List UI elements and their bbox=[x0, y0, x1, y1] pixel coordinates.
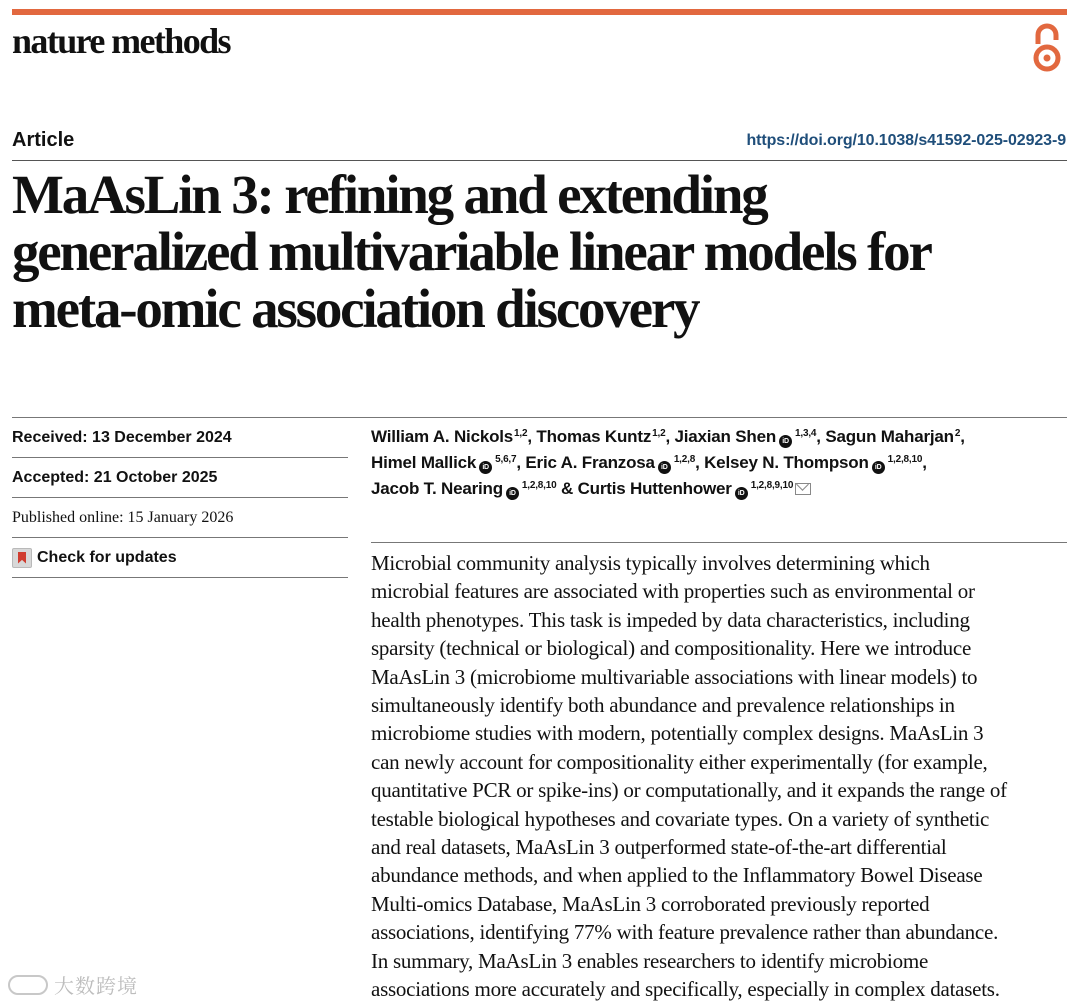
affiliation-superscript[interactable]: 1,2,8,9,10 bbox=[750, 480, 794, 491]
abstract-line: associations, identifying 77% with feature prevalence rather than abundance. bbox=[371, 920, 999, 945]
abstract-line: quantitative PCR or spike-ins) or computationally, and it expands the range of bbox=[371, 778, 1007, 803]
author-separator: , bbox=[922, 453, 927, 472]
abstract-line: simultaneously identify both abundance and prevalence relationships in bbox=[371, 693, 955, 718]
doi-link[interactable]: https://doi.org/10.1038/s41592-025-02923-9 bbox=[746, 132, 1066, 149]
title-line: meta-omic association discovery bbox=[12, 278, 699, 339]
abstract-line: MaAsLin 3 (microbiome multivariable associations with linear models) to bbox=[371, 664, 978, 689]
abstract-line: In summary, MaAsLin 3 enables researchers to identify microbiome bbox=[371, 948, 929, 973]
check-updates-button[interactable] bbox=[12, 538, 348, 578]
author-name[interactable]: Sagun Maharjan bbox=[825, 427, 954, 446]
affiliation-superscript[interactable]: 1,3,4 bbox=[795, 428, 817, 439]
title-line: MaAsLin 3: refining and extending bbox=[12, 164, 767, 225]
accepted-date: Accepted: 21 October 2025 bbox=[12, 458, 348, 498]
author-separator: , bbox=[960, 427, 965, 446]
watermark-text: 大数跨境 bbox=[54, 976, 138, 998]
abstract-line: Microbial community analysis typically involves determining which bbox=[371, 551, 930, 575]
author-name[interactable]: Jacob T. Nearing bbox=[371, 479, 503, 498]
author-separator: , bbox=[527, 427, 537, 446]
article-title bbox=[12, 166, 1072, 337]
affiliation-superscript[interactable]: 1,2,8,10 bbox=[521, 480, 557, 491]
dates-panel bbox=[12, 418, 348, 578]
author-line bbox=[371, 450, 1071, 476]
abstract-line: health phenotypes. This task is impeded by data characteristics, including bbox=[371, 607, 970, 632]
affiliation-superscript[interactable]: 1,2 bbox=[652, 428, 666, 439]
abstract-line: testable biological hypotheses and covariate types. On a variety of synthetic bbox=[371, 806, 990, 831]
affiliation-superscript[interactable]: 2 bbox=[954, 428, 961, 439]
author-name[interactable]: Curtis Huttenhower bbox=[577, 479, 732, 498]
check-updates-label: Check for updates bbox=[37, 548, 177, 566]
orcid-icon[interactable]: iD bbox=[658, 461, 671, 474]
abstract-line: microbial features are associated with properties such as environmental or bbox=[371, 579, 975, 604]
author-name[interactable]: Thomas Kuntz bbox=[536, 427, 652, 446]
author-line bbox=[371, 424, 1071, 450]
orcid-icon[interactable]: iD bbox=[479, 461, 492, 474]
accent-bar bbox=[12, 9, 1067, 15]
author-name[interactable]: Kelsey N. Thompson bbox=[704, 453, 869, 472]
affiliation-superscript[interactable]: 1,2,8,10 bbox=[887, 454, 923, 465]
author-line bbox=[371, 476, 1071, 502]
published-date: Published online: 15 January 2026 bbox=[12, 498, 348, 538]
abstract-line: can newly account for compositionality either experimentally (for example, bbox=[371, 749, 988, 774]
author-separator: , bbox=[695, 453, 705, 472]
divider bbox=[12, 160, 1067, 161]
title-line: generalized multivariable linear models for bbox=[12, 221, 931, 282]
article-type: Article bbox=[12, 129, 75, 151]
abstract-line: associations more accurately and specifically, especially in complex datasets. bbox=[371, 977, 1000, 1002]
affiliation-superscript[interactable]: 1,2 bbox=[514, 428, 528, 439]
author-list bbox=[371, 424, 1071, 502]
abstract-line: and real datasets, MaAsLin 3 outperformed state-of-the-art differential bbox=[371, 835, 947, 860]
orcid-icon[interactable]: iD bbox=[506, 487, 519, 500]
author-name[interactable]: Himel Mallick bbox=[371, 453, 477, 472]
orcid-icon[interactable]: iD bbox=[872, 461, 885, 474]
affiliation-superscript[interactable]: 5,6,7 bbox=[495, 454, 517, 465]
author-separator: & bbox=[556, 479, 578, 498]
orcid-icon[interactable]: iD bbox=[735, 487, 748, 500]
watermark bbox=[8, 970, 138, 999]
author-name[interactable]: William A. Nickols bbox=[371, 427, 514, 446]
journal-logo[interactable]: nature methods bbox=[12, 21, 230, 61]
affiliation-superscript[interactable]: 1,2,8 bbox=[673, 454, 696, 465]
abstract-line: microbiome studies with modern, potentially complex designs. MaAsLin 3 bbox=[371, 721, 984, 746]
author-name[interactable]: Eric A. Franzosa bbox=[525, 453, 655, 472]
author-separator: , bbox=[665, 427, 675, 446]
abstract-line: abundance methods, and when applied to the Inflammatory Bowel Disease bbox=[371, 863, 983, 888]
abstract-line: sparsity (technical or biological) and compositionality. Here we introduce bbox=[371, 636, 972, 661]
check-updates-icon bbox=[12, 548, 32, 568]
abstract bbox=[371, 549, 1071, 1004]
orcid-icon[interactable]: iD bbox=[779, 435, 792, 448]
author-separator: , bbox=[816, 427, 826, 446]
abstract-line: Multi-omics Database, MaAsLin 3 corroborated previously reported bbox=[371, 891, 930, 916]
open-access-icon bbox=[1029, 22, 1065, 74]
received-date: Received: 13 December 2024 bbox=[12, 418, 348, 458]
divider bbox=[371, 542, 1067, 543]
author-name[interactable]: Jiaxian Shen bbox=[674, 427, 777, 446]
watermark-logo-icon bbox=[8, 975, 48, 995]
email-icon[interactable] bbox=[795, 483, 811, 495]
author-separator: , bbox=[516, 453, 526, 472]
